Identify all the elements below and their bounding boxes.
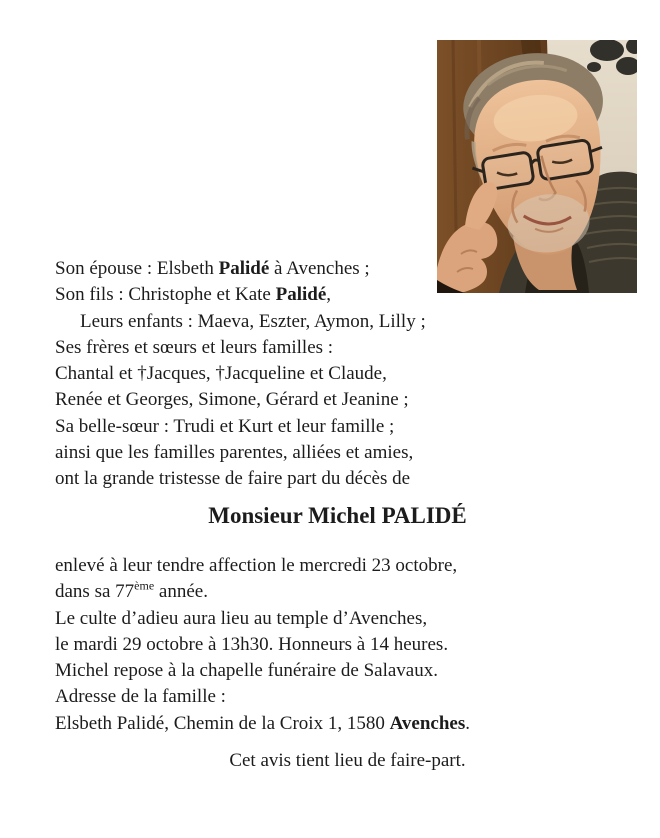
- deceased-name-title: Monsieur Michel PALIDÉ: [208, 503, 467, 528]
- text-line: Son fils : Christophe et Kate Palidé,: [55, 284, 332, 306]
- text-line: Michel repose à la chapelle funéraire de Salavaux.: [55, 660, 438, 682]
- text-line: Ses frères et sœurs et leurs familles :: [55, 336, 334, 358]
- text-line: Sa belle-sœur : Trudi et Kurt et leur famille ;: [55, 415, 395, 437]
- faire-part-notice: Cet avis tient lieu de faire-part.: [229, 750, 466, 771]
- text-line: Le culte d’adieu aura lieu au temple d’Avenches,: [55, 607, 428, 629]
- text-line: Leurs enfants : Maeva, Eszter, Aymon, Lilly ;: [80, 310, 426, 332]
- text-line: ainsi que les familles parentes, alliées et amies,: [55, 442, 414, 464]
- text-line: Elsbeth Palidé, Chemin de la Croix 1, 1580 Avenches.: [55, 712, 470, 734]
- text-line: le mardi 29 octobre à 13h30. Honneurs à 14 heures.: [55, 633, 449, 655]
- text-line: enlevé à leur tendre affection le mercredi 23 octobre,: [55, 555, 458, 576]
- text-line: Chantal et †Jacques, †Jacqueline et Claude,: [55, 363, 387, 385]
- text-line: Adresse de la famille :: [55, 686, 226, 708]
- text-line: dans sa 77ème année.: [55, 578, 208, 603]
- text-line: Renée et Georges, Simone, Gérard et Jeanine ;: [55, 389, 409, 411]
- family-announcement-text: [55, 256, 635, 493]
- text-line: Son épouse : Elsbeth Palidé à Avenches ;: [55, 258, 370, 279]
- text-line: ont la grande tristesse de faire part du décès de: [55, 468, 411, 490]
- funeral-details-text: [55, 553, 635, 737]
